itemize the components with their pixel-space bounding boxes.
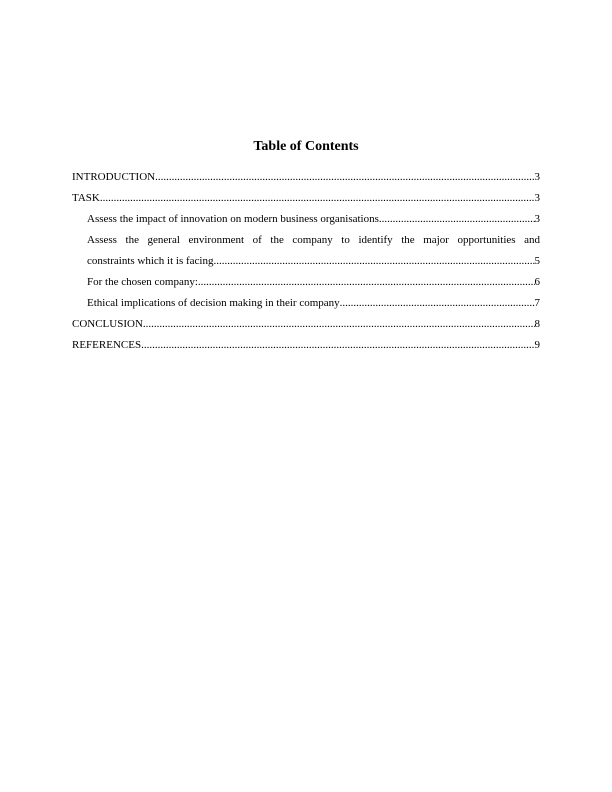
- toc-entry-page-number: 3: [534, 171, 540, 183]
- toc-entry-impact-of-innovation[interactable]: [72, 209, 540, 230]
- toc-entry-label: For the chosen company:: [87, 276, 198, 288]
- toc-leader-dots: [340, 293, 535, 314]
- toc-leader-dots: [198, 272, 535, 293]
- toc-entry-task[interactable]: [72, 188, 540, 209]
- toc-entry-label: INTRODUCTION: [72, 171, 156, 183]
- toc-entry-chosen-company[interactable]: [72, 272, 540, 293]
- toc-leader-dots: [155, 167, 534, 188]
- toc-leader-dots: [213, 251, 534, 272]
- toc-entry-conclusion[interactable]: [72, 314, 540, 335]
- toc-entry-label: Ethical implications of decision making in their company: [87, 297, 340, 309]
- toc-entry-label: REFERENCES: [72, 339, 142, 351]
- toc-entry-label: TASK: [72, 192, 100, 204]
- toc-entry-general-environment[interactable]: [72, 230, 540, 272]
- toc-entry-page-number: 8: [534, 318, 540, 330]
- toc-entry-ethical-implications[interactable]: [72, 293, 540, 314]
- toc-entry-page-number: 7: [534, 297, 540, 309]
- toc-entry-introduction[interactable]: [72, 167, 540, 188]
- toc-leader-dots: [379, 209, 535, 230]
- toc-leader-dots: [141, 335, 534, 356]
- toc-entry-label-line-1: Assess the general environment of the company to identify the major opportunities and: [87, 234, 540, 246]
- toc-entry-label-line-2: constraints which it is facing: [87, 255, 214, 267]
- toc-entry-label: CONCLUSION: [72, 318, 143, 330]
- table-of-contents: [72, 167, 540, 356]
- toc-entry-page-number: 6: [534, 276, 540, 288]
- toc-leader-dots: [143, 314, 535, 335]
- toc-entry-page-number: 3: [534, 192, 540, 204]
- toc-entry-page-number: 3: [534, 213, 540, 225]
- toc-entry-page-number: 5: [534, 255, 540, 267]
- toc-title: Table of Contents: [253, 139, 359, 154]
- toc-entry-page-number: 9: [534, 339, 540, 351]
- toc-leader-dots: [100, 188, 535, 209]
- toc-entry-label: Assess the impact of innovation on modern business organisations: [87, 213, 379, 225]
- toc-entry-references[interactable]: [72, 335, 540, 356]
